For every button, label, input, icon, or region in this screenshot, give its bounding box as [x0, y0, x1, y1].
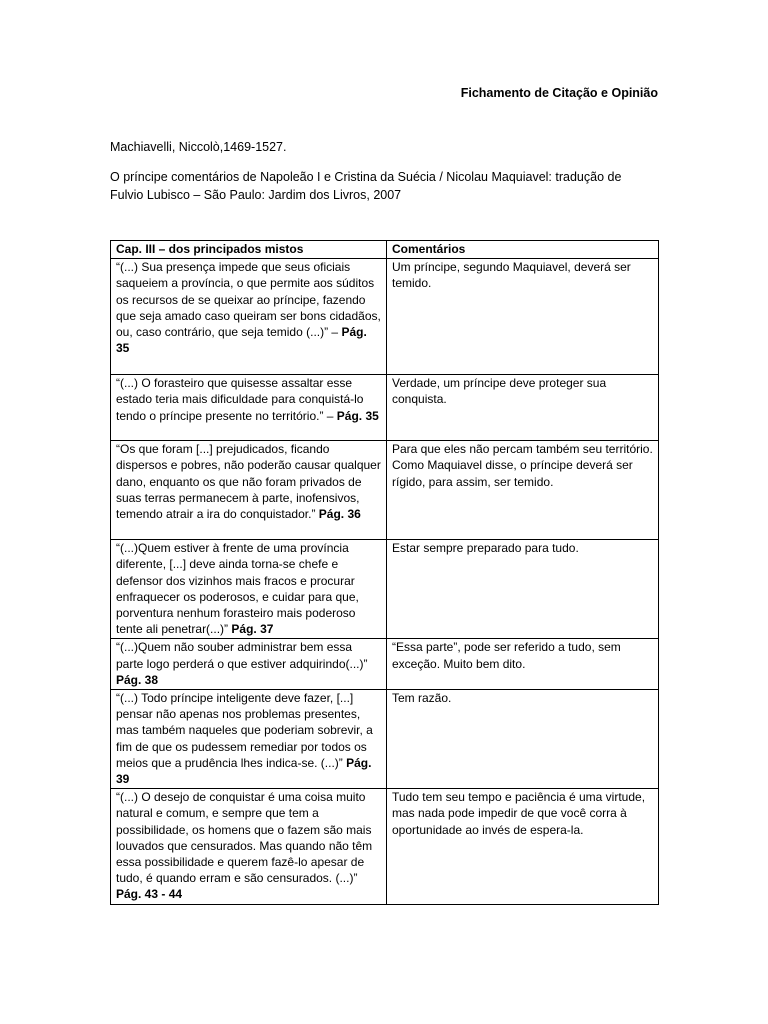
quote-text: “(...)Quem estiver à frente de uma província diferente, [...] deve ainda torna-se chefe e defensor dos vizinhos mais fracos e procurar enfraquecer os poderosos, e cuidar para que, porventura nenhum forasteiro mais poderoso tente ali penetrar(...)”: [116, 541, 359, 637]
quote-text: “(...) Todo príncipe inteligente deve fazer, [...] pensar não apenas nos problemas presentes, mas também naqueles que poderiam sobrevir, a fim de que os pudessem remediar por todos os meios que a prudência lhes indica-se. (...)”: [116, 691, 373, 770]
table-row: [111, 375, 659, 441]
comment-cell: Verdade, um príncipe deve proteger sua conquista.: [387, 375, 659, 441]
page-reference: Pág. 37: [231, 622, 274, 637]
table-row: [111, 690, 659, 789]
comment-cell: Estar sempre preparado para tudo.: [387, 540, 659, 639]
comment-cell: Um príncipe, segundo Maquiavel, deverá ser temido.: [387, 259, 659, 375]
quote-text: “Os que foram [...] prejudicados, ficando dispersos e pobres, não poderão causar qualquer dano, enquanto os que não foram privados de suas terras permanecem à parte, inofensivos, temendo atrair a ira do conquistador.”: [116, 442, 381, 522]
table-row: [111, 639, 659, 690]
quote-text: “(...) Sua presença impede que seus oficiais saqueiem a província, o que permite aos súditos os recursos de se queixar ao príncipe, fazendo que seja amado caso queiram ser bons cidadãos, ou, caso contrário, que seja temido (...)” –: [116, 260, 381, 340]
table-row: [111, 259, 659, 375]
table-header-row: [111, 241, 659, 259]
document-title: Fichamento de Citação e Opinião: [460, 86, 658, 100]
column-header-comments: Comentários: [387, 241, 659, 259]
quote-cell: [111, 789, 387, 905]
quote-cell: [111, 259, 387, 375]
table-row: [111, 441, 659, 540]
table-row: [111, 789, 659, 905]
page-reference: Pág. 35: [336, 408, 379, 423]
column-header-chapter: Cap. III – dos principados mistos: [111, 241, 387, 259]
comment-cell: Tem razão.: [387, 690, 659, 789]
page-reference: Pág. 35: [116, 325, 367, 356]
comment-cell: Tudo tem seu tempo e paciência é uma virtude, mas nada pode impedir de que você corra à oportunidade ao invés de espera-la.: [387, 789, 659, 905]
page-reference: Pág. 36: [318, 507, 361, 522]
author-reference: Machiavelli, Niccolò,1469-1527.: [110, 140, 287, 154]
quote-cell: [111, 639, 387, 690]
page-reference: Pág. 43 - 44: [116, 887, 183, 902]
page-reference: Pág. 38: [116, 672, 159, 687]
quote-text: “(...) O desejo de conquistar é uma coisa muito natural e comum, e sempre que tem a possibilidade, os homens que o fazem são mais louvados que censurados. Mas quando não têm essa possibilidade e querem fazê-lo apesar de tudo, é quando erram e são censurados. (...)”: [116, 790, 373, 886]
comment-cell: “Essa parte”, pode ser referido a tudo, sem exceção. Muito bem dito.: [387, 639, 659, 690]
page-reference: Pág. 39: [116, 755, 372, 787]
book-citation: O príncipe comentários de Napoleão I e Cristina da Suécia / Nicolau Maquiavel: tradução de Fulvio Lubisco – São Paulo: Jardim dos Livros, 2007: [110, 170, 622, 202]
quote-cell: [111, 441, 387, 540]
quote-text: “(...) O forasteiro que quisesse assaltar esse estado teria mais dificuldade para conquistá-lo tendo o príncipe presente no território.” –: [116, 376, 364, 423]
quote-text: “(...)Quem não souber administrar bem essa parte logo perderá o que estiver adquirindo(...)”: [116, 640, 368, 671]
table-row: [111, 540, 659, 639]
quote-cell: [111, 375, 387, 441]
quote-cell: [111, 690, 387, 789]
comment-cell: Para que eles não percam também seu território. Como Maquiavel disse, o príncipe deverá ser rígido, para assim, ser temido.: [387, 441, 659, 540]
quote-cell: [111, 540, 387, 639]
quotes-table: [110, 240, 659, 905]
